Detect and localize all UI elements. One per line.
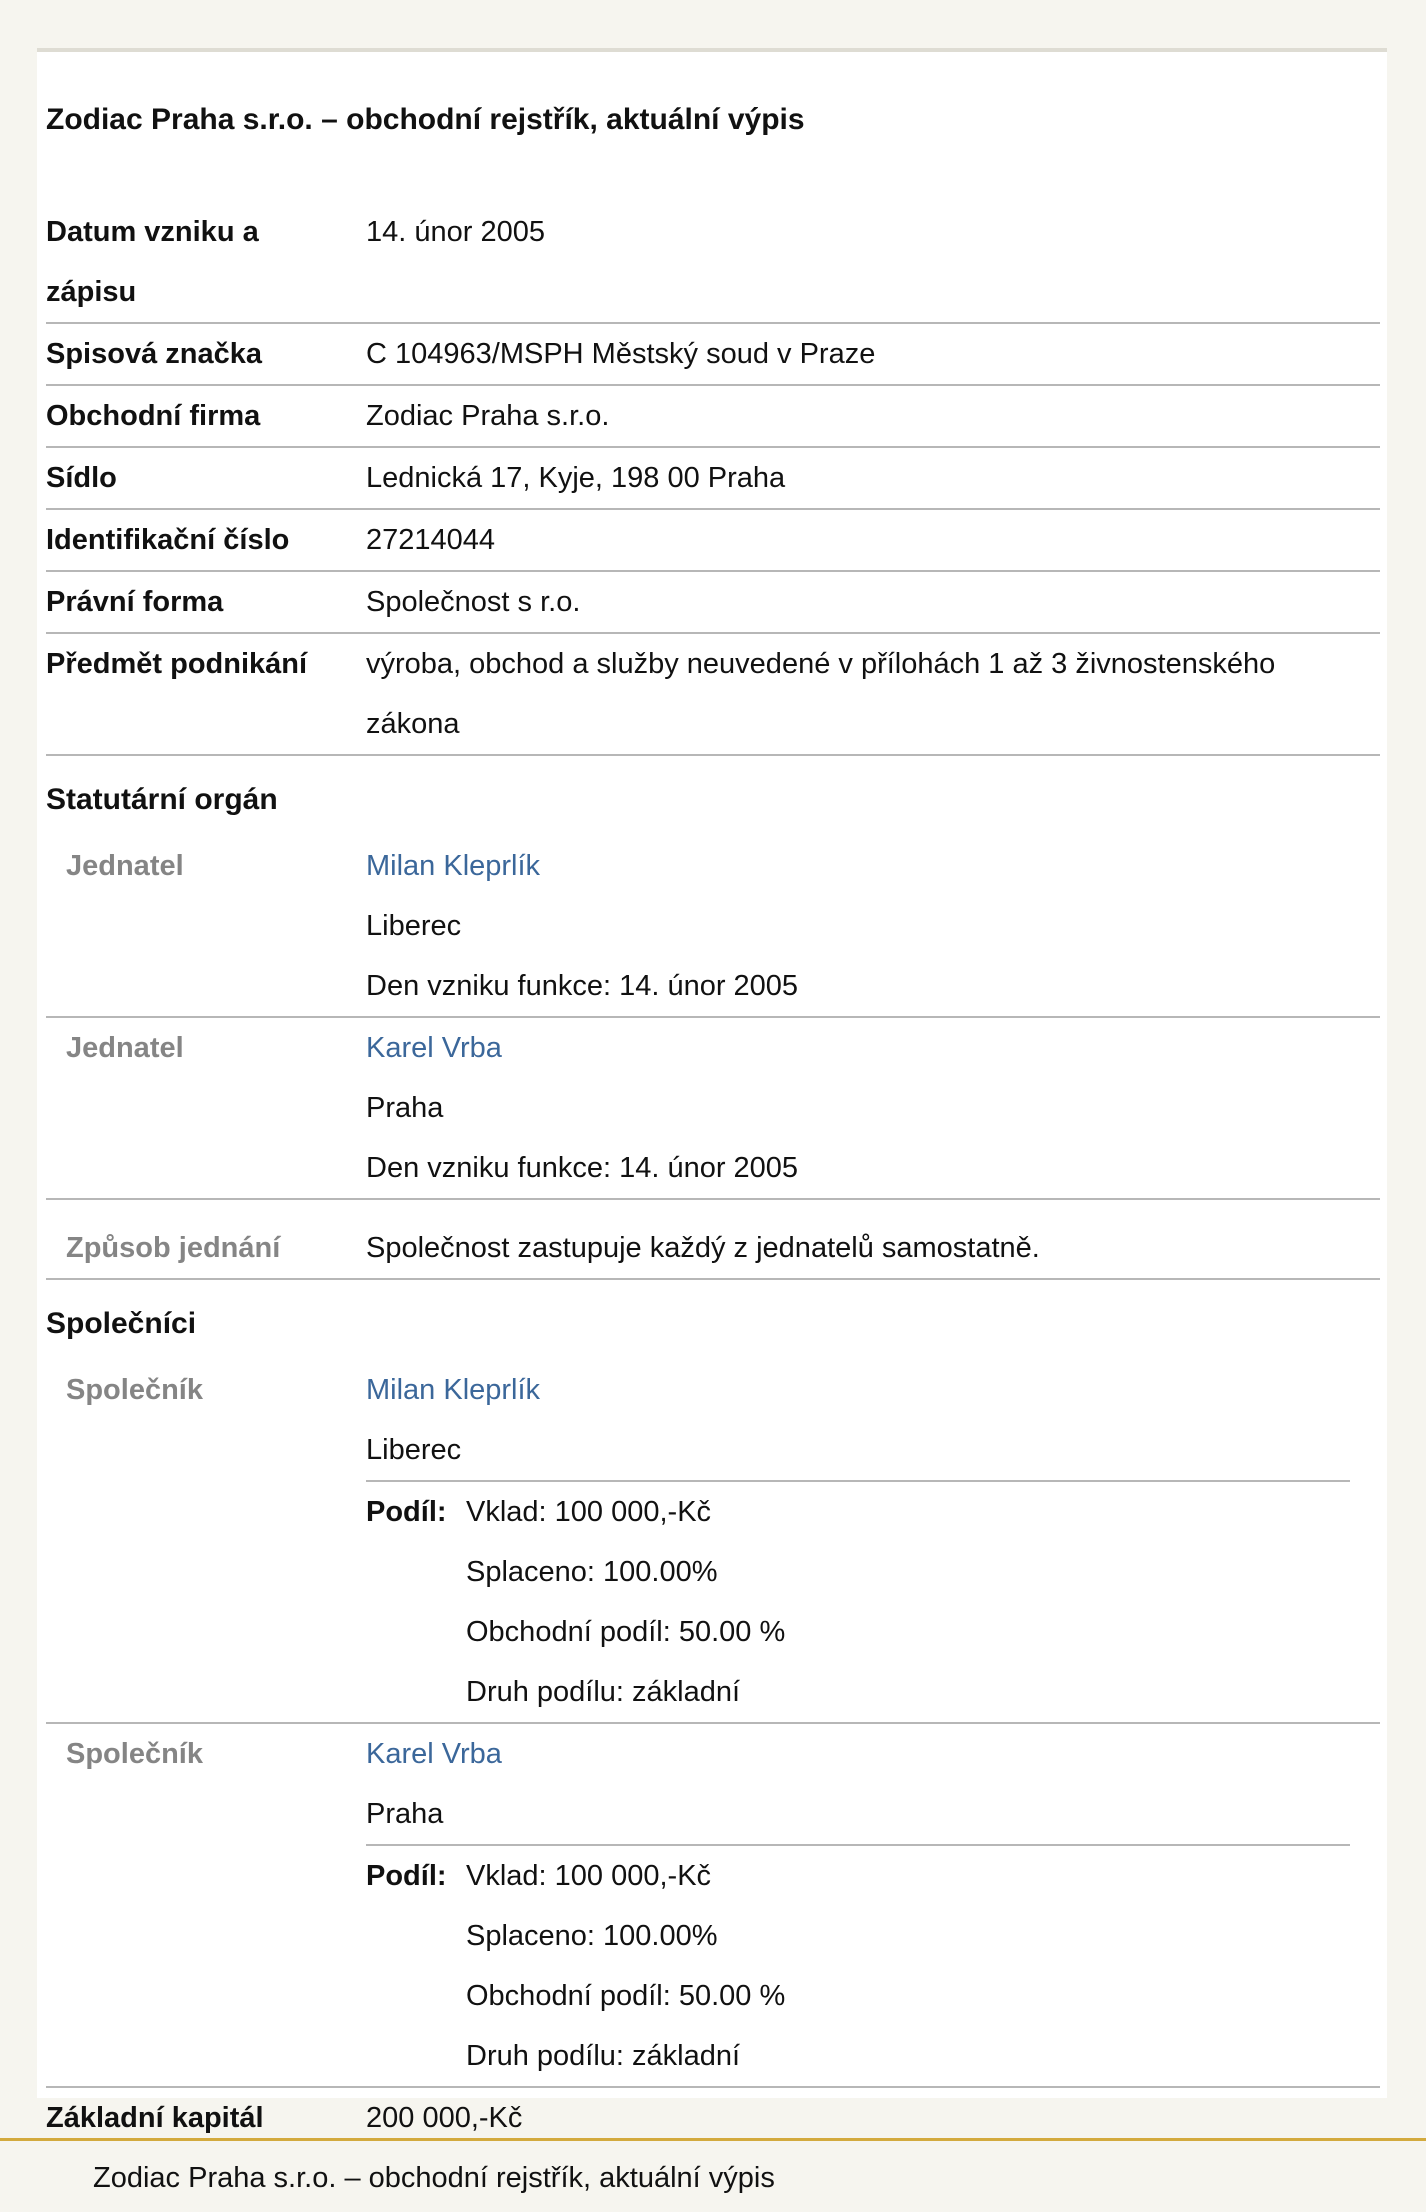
row-id	[46, 510, 1380, 572]
seat-label: Sídlo	[46, 462, 117, 494]
footer-divider	[0, 2138, 1426, 2141]
person-city: Liberec	[366, 1434, 462, 1466]
share-label: Podíl:	[366, 1860, 447, 1892]
founded-label: Datum vzniku a zápisu	[46, 216, 259, 308]
section-statutory-heading: Statutární orgán	[46, 783, 278, 816]
person-link[interactable]: Karel Vrba	[366, 1032, 502, 1064]
partner-role: Společník	[66, 1374, 203, 1406]
file-no-value: C 104963/MSPH Městský soud v Praze	[366, 338, 876, 370]
business-label: Předmět podnikání	[46, 648, 308, 680]
id-value: 27214044	[366, 524, 496, 556]
file-no-label: Spisová značka	[46, 338, 262, 370]
company-label: Obchodní firma	[46, 400, 261, 432]
row-seat	[46, 448, 1380, 510]
row-acting	[46, 1218, 1380, 1280]
share-deposit: Vklad: 100 000,-Kč	[466, 1496, 712, 1528]
founded-value: 14. únor 2005	[366, 216, 545, 248]
legal-form-value: Společnost s r.o.	[366, 586, 581, 618]
business-value: výroba, obchod a služby neuvedené v přílohách 1 až 3 živnostenského zákona	[366, 648, 1276, 740]
share-block	[366, 1844, 1350, 2086]
row-legal-form	[46, 572, 1380, 634]
row-business	[46, 634, 1380, 756]
statutory-member-details	[366, 836, 1380, 1016]
section-partners-heading: Společníci	[46, 1307, 197, 1340]
person-link[interactable]: Milan Kleprlík	[366, 850, 541, 882]
share-type: Druh podílu: základní	[466, 1676, 741, 1708]
share-type: Druh podílu: základní	[466, 2040, 741, 2072]
share-paid: Splaceno: 100.00%	[466, 1920, 718, 1952]
footer-text: Zodiac Praha s.r.o. – obchodní rejstřík, aktuální výpis	[93, 2162, 775, 2194]
person-since: Den vzniku funkce: 14. únor 2005	[366, 1152, 799, 1184]
row-file-no	[46, 324, 1380, 386]
document-card	[37, 48, 1387, 2134]
share-values	[466, 1482, 785, 1722]
share-label: Podíl:	[366, 1496, 447, 1528]
share-percent: Obchodní podíl: 50.00 %	[466, 1616, 786, 1648]
row-partner	[46, 1724, 1380, 2088]
seat-value: Lednická 17, Kyje, 198 00 Praha	[366, 462, 786, 494]
capital-value: 200 000,-Kč	[366, 2102, 523, 2134]
row-statutory-member	[46, 836, 1380, 1018]
row-statutory-member	[46, 1018, 1380, 1200]
legal-form-label: Právní forma	[46, 586, 224, 618]
share-values	[466, 1846, 785, 2086]
id-label: Identifikační číslo	[46, 524, 290, 556]
person-since: Den vzniku funkce: 14. únor 2005	[366, 970, 799, 1002]
share-deposit: Vklad: 100 000,-Kč	[466, 1860, 712, 1892]
person-link[interactable]: Karel Vrba	[366, 1738, 502, 1770]
partner-details	[366, 1360, 1380, 1480]
person-link[interactable]: Milan Kleprlík	[366, 1374, 541, 1406]
company-value: Zodiac Praha s.r.o.	[366, 400, 610, 432]
statutory-role: Jednatel	[66, 1032, 184, 1064]
statutory-role: Jednatel	[66, 850, 184, 882]
share-paid: Splaceno: 100.00%	[466, 1556, 718, 1588]
share-percent: Obchodní podíl: 50.00 %	[466, 1980, 786, 2012]
page-title: Zodiac Praha s.r.o. – obchodní rejstřík, aktuální výpis	[46, 103, 805, 136]
person-city: Praha	[366, 1798, 444, 1830]
row-founded	[46, 202, 1380, 324]
capital-label: Základní kapitál	[46, 2102, 264, 2134]
acting-label: Způsob jednání	[66, 1232, 281, 1264]
row-company	[46, 386, 1380, 448]
row-partner	[46, 1360, 1380, 1724]
person-city: Liberec	[366, 910, 462, 942]
person-city: Praha	[366, 1092, 444, 1124]
acting-value: Společnost zastupuje každý z jednatelů samostatně.	[366, 1232, 1040, 1264]
share-block	[366, 1480, 1350, 1722]
partner-role: Společník	[66, 1738, 203, 1770]
partner-details	[366, 1724, 1380, 1844]
statutory-member-details	[366, 1018, 1380, 1198]
